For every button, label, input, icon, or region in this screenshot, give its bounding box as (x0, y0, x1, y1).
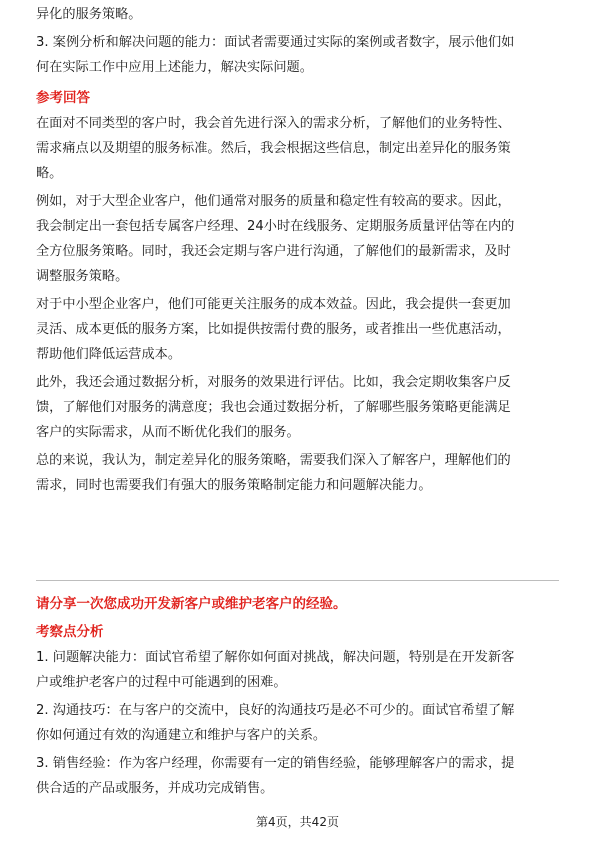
answer-heading: 参考回答 (36, 90, 90, 106)
text-line: 我会制定出一套包括专属客户经理、24小时在线服务、定期服务质量评估等在内的 (36, 219, 515, 234)
answer-paragraph (36, 448, 568, 498)
text-line: 对于中小型企业客户，他们可能更关注服务的成本效益。因此，我会提供一套更加 (36, 297, 511, 312)
section-answer (36, 2, 568, 498)
answer-paragraph (36, 292, 568, 367)
analysis-point-3 (36, 30, 568, 80)
page-number: 第4页，共42页 (256, 815, 339, 829)
continued-line (36, 2, 568, 27)
text-line: 灵活、成本更低的服务方案，比如提供按需付费的服务，或者推出一些优惠活动， (36, 322, 511, 337)
text-line: 何在实际工作中应用上述能力，解决实际问题。 (36, 60, 313, 75)
text-line: 在面对不同类型的客户时，我会首先进行深入的需求分析，了解他们的业务特性、 (36, 116, 511, 131)
text-line: 调整服务策略。 (36, 269, 129, 284)
text-line: 帮助他们降低运营成本。 (36, 347, 182, 362)
text-line: 异化的服务策略。 (36, 7, 142, 22)
text-line: 需求，同时也需要我们有强大的服务策略制定能力和问题解决能力。 (36, 478, 432, 493)
analysis-point (36, 645, 568, 695)
question-heading: 请分享一次您成功开发新客户或维护老客户的经验。 (36, 596, 347, 612)
text-line: 需求痛点以及期望的服务标准。然后，我会根据这些信息，制定出差异化的服务策 (36, 141, 511, 156)
analysis-heading: 考察点分析 (36, 624, 104, 640)
answer-paragraph (36, 189, 568, 289)
section-question (36, 592, 568, 801)
text-line: 总的来说，我认为，制定差异化的服务策略，需要我们深入了解客户，理解他们的 (36, 453, 511, 468)
answer-paragraph (36, 370, 568, 445)
text-line: 你如何通过有效的沟通建立和维护与客户的关系。 (36, 728, 327, 743)
text-line: 客户的实际需求，从而不断优化我们的服务。 (36, 425, 300, 440)
text-line: 供合适的产品或服务，并成功完成销售。 (36, 781, 274, 796)
analysis-point (36, 751, 568, 801)
text-line: 馈，了解他们对服务的满意度；我也会通过数据分析，了解哪些服务策略更能满足 (36, 400, 511, 415)
text-line: 全方位服务策略。同时，我还会定期与客户进行沟通，了解他们的最新需求，及时 (36, 244, 511, 259)
text-line: 此外，我还会通过数据分析，对服务的效果进行评估。比如，我会定期收集客户反 (36, 375, 511, 390)
text-line: 2. 沟通技巧：在与客户的交流中，良好的沟通技巧是必不可少的。面试官希望了解 (36, 703, 515, 718)
analysis-point (36, 698, 568, 748)
text-line: 3. 案例分析和解决问题的能力：面试者需要通过实际的案例或者数字，展示他们如 (36, 35, 515, 50)
text-line: 户或维护老客户的过程中可能遇到的困难。 (36, 675, 287, 690)
answer-paragraph (36, 111, 568, 186)
text-line: 略。 (36, 166, 63, 181)
text-line: 例如，对于大型企业客户，他们通常对服务的质量和稳定性有较高的要求。因此， (36, 194, 511, 209)
section-divider (36, 580, 559, 581)
text-line: 1. 问题解决能力：面试官希望了解你如何面对挑战，解决问题，特别是在开发新客 (36, 650, 515, 665)
text-line: 3. 销售经验：作为客户经理，你需要有一定的销售经验，能够理解客户的需求，提 (36, 756, 515, 771)
